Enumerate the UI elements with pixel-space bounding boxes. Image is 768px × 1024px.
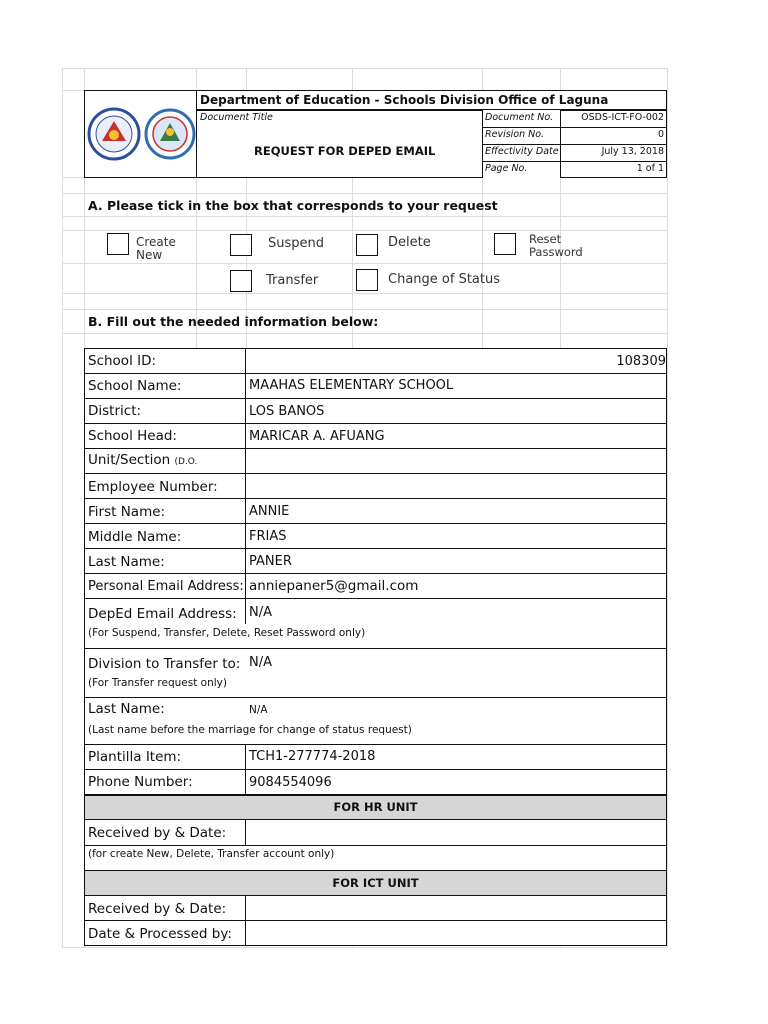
school-head-value[interactable]: MARICAR A. AFUANG (249, 429, 385, 444)
org-name: Department of Education - Schools Division Office of Laguna (200, 93, 609, 107)
row-rule (84, 598, 667, 599)
division-transfer-note: (For Transfer request only) (88, 677, 227, 689)
suspend-checkbox[interactable] (230, 234, 252, 256)
meta-value: July 13, 2018 (601, 146, 664, 157)
personal-email-value[interactable]: anniepaner5@gmail.com (249, 578, 419, 594)
gridline (62, 263, 667, 264)
suspend-label: Suspend (268, 236, 325, 251)
row-rule (84, 845, 667, 846)
meta-rule (482, 127, 667, 128)
delete-checkbox[interactable] (356, 234, 378, 256)
unit-section-suffix: (D.O. (174, 457, 198, 467)
middle-name-label: Middle Name: (88, 529, 182, 545)
gridline (62, 309, 667, 310)
section-b-heading: B. Fill out the needed information below: (88, 314, 379, 329)
meta-value: 0 (657, 129, 664, 140)
ict-unit-heading: FOR ICT UNIT (332, 876, 419, 890)
personal-email-label: Personal Email Address: (88, 579, 244, 594)
school-id-label: School ID: (88, 353, 157, 369)
middle-name-value[interactable]: FRIAS (249, 529, 287, 544)
division-transfer-value[interactable]: N/A (249, 655, 272, 670)
unit-section-label (88, 452, 197, 468)
create-new-label-line2: New (136, 248, 163, 262)
previous-last-name-label: Last Name: (88, 701, 165, 717)
first-name-value[interactable]: ANNIE (249, 504, 290, 519)
meta-label: Page No. (485, 163, 528, 174)
plantilla-label: Plantilla Item: (88, 749, 182, 765)
change-status-checkbox[interactable] (356, 269, 378, 291)
meta-value: OSDS-ICT-FO-002 (581, 112, 664, 123)
deped-email-label: DepEd Email Address: (88, 606, 237, 622)
ict-processed-field[interactable] (246, 921, 666, 945)
gridline (62, 230, 667, 231)
gridline (62, 333, 667, 334)
school-id-value[interactable]: 108309 (616, 354, 666, 369)
reset-password-checkbox[interactable] (494, 233, 516, 255)
school-head-label: School Head: (88, 428, 177, 444)
previous-last-name-note: (Last name before the marriage for change of status request) (88, 724, 412, 736)
deped-seal-icon (86, 105, 198, 163)
row-rule (84, 423, 667, 424)
change-status-label: Change of Status (388, 272, 500, 287)
ict-processed-label: Date & Processed by: (88, 926, 232, 942)
row-rule (84, 498, 667, 499)
row-rule (84, 398, 667, 399)
first-name-label: First Name: (88, 504, 166, 520)
meta-label: Document No. (485, 112, 554, 123)
gridline (62, 68, 667, 69)
reset-password-label (529, 233, 583, 259)
hr-unit-note: (for create New, Delete, Transfer account only) (88, 848, 335, 860)
school-name-label: School Name: (88, 378, 182, 394)
reset-password-label-line2: Password (529, 245, 583, 259)
meta-rule (482, 144, 667, 145)
ict-received-label: Received by & Date: (88, 901, 227, 917)
last-name-label: Last Name: (88, 554, 165, 570)
row-rule (84, 573, 667, 574)
division-transfer-label: Division to Transfer to: (88, 656, 241, 672)
delete-label: Delete (388, 235, 431, 250)
row-rule (84, 373, 667, 374)
row-rule (84, 548, 667, 549)
row-rule (84, 769, 667, 770)
gridline (667, 68, 668, 948)
gridline (62, 193, 667, 194)
reset-password-label-line1: Reset (529, 232, 562, 246)
last-name-value[interactable]: PANER (249, 554, 292, 569)
row-rule (84, 744, 667, 745)
doc-title-label: Document Title (200, 112, 273, 123)
unit-section-field[interactable] (246, 449, 666, 472)
row-rule (84, 697, 667, 698)
meta-label: Effectivity Date (485, 146, 559, 157)
phone-value[interactable]: 9084554096 (249, 775, 332, 790)
transfer-label: Transfer (266, 273, 319, 288)
employee-number-label: Employee Number: (88, 479, 218, 495)
plantilla-value[interactable]: TCH1-277774-2018 (249, 749, 376, 764)
unit-section-label-text: Unit/Section (88, 452, 171, 468)
row-rule (84, 648, 667, 649)
create-new-checkbox[interactable] (107, 233, 129, 255)
section-a-heading: A. Please tick in the box that corresponds to your request (88, 198, 498, 213)
create-new-label-line1: Create (136, 235, 176, 249)
gridline (62, 68, 63, 948)
hr-unit-heading: FOR HR UNIT (333, 800, 418, 814)
create-new-label (136, 236, 176, 262)
ict-received-field[interactable] (246, 897, 666, 920)
doc-title: REQUEST FOR DEPED EMAIL (254, 144, 436, 158)
transfer-checkbox[interactable] (230, 270, 252, 292)
employee-number-field[interactable] (246, 474, 666, 497)
hr-received-field[interactable] (246, 821, 666, 845)
school-name-value[interactable]: MAAHAS ELEMENTARY SCHOOL (249, 378, 454, 393)
gridline (62, 216, 667, 217)
deped-email-note: (For Suspend, Transfer, Delete, Reset Password only) (88, 627, 366, 639)
hr-received-label: Received by & Date: (88, 825, 227, 841)
deped-email-value[interactable]: N/A (249, 605, 272, 620)
meta-rule (482, 161, 667, 162)
previous-last-name-value[interactable]: N/A (249, 704, 268, 716)
meta-label: Revision No. (485, 129, 545, 140)
gridline (62, 293, 667, 294)
gridline (62, 947, 667, 948)
district-value[interactable]: LOS BANOS (249, 404, 325, 419)
phone-label: Phone Number: (88, 774, 193, 790)
meta-value: 1 of 1 (636, 163, 664, 174)
district-label: District: (88, 403, 142, 419)
row-rule (84, 523, 667, 524)
